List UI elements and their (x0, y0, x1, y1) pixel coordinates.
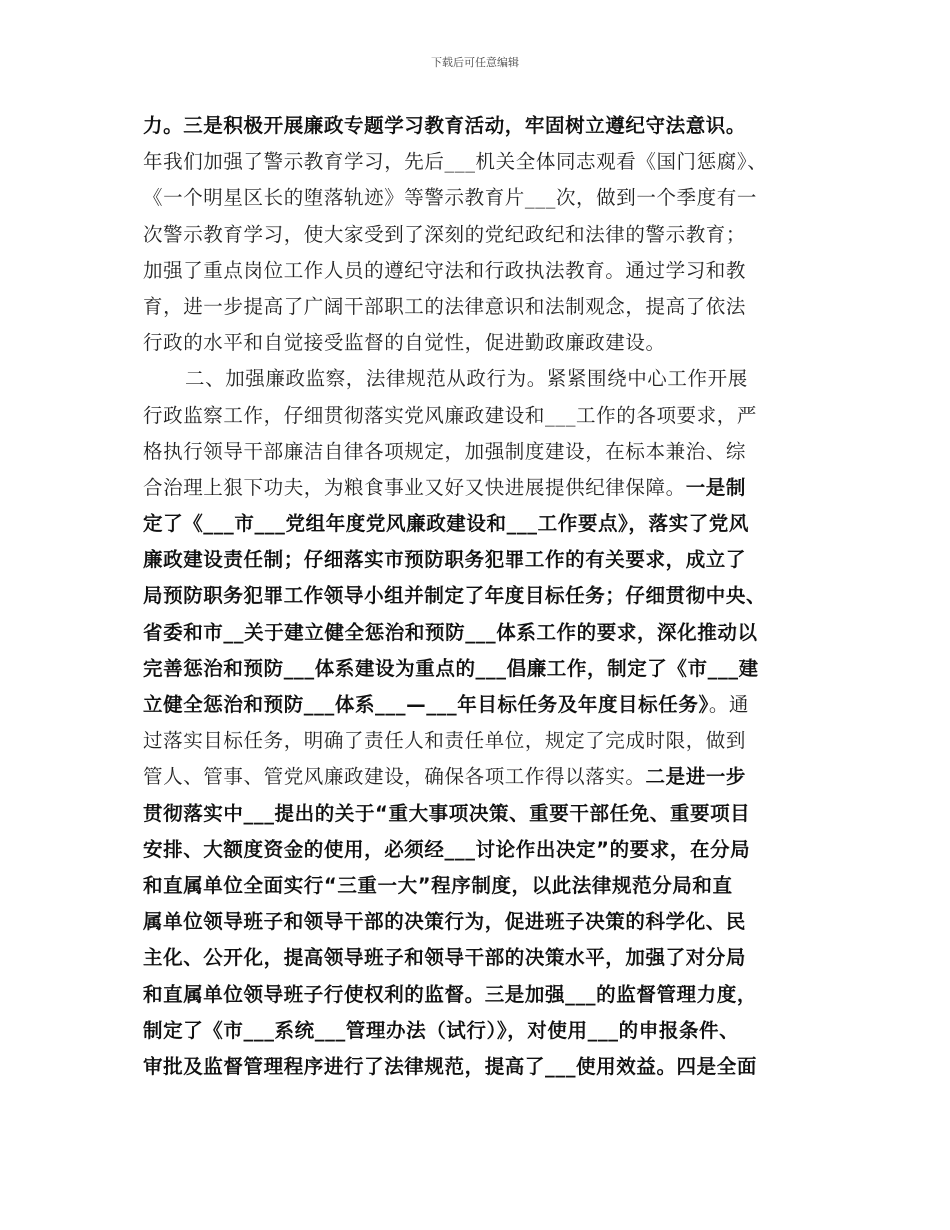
text-line (143, 832, 813, 868)
bold-text-run: 立健全惩治和预防___体系___—___年目标任务及年度目标任务》 (143, 693, 709, 716)
page-header-note: 下载后可任意编辑 (431, 56, 519, 69)
text-line (143, 361, 813, 397)
text-run: 育，进一步提高了广阔干部职工的法律意识和法制观念，提高了依法 (143, 294, 747, 318)
bold-text-run: 和直属单位全面实行“三重一大”程序制度，以此法律规范分局和直 (143, 873, 733, 897)
text-line (143, 904, 813, 940)
text-line (143, 470, 813, 506)
bold-text-run: 局预防职务犯罪工作领导小组并制定了年度目标任务；仔细贯彻中央、 (143, 584, 767, 608)
text-line (143, 615, 813, 651)
text-run: 合治理上狠下功夫，为粮食事业又好又快进展提供纪律保障。 (143, 475, 686, 499)
bold-text-run: 一是制 (685, 475, 747, 499)
bold-text-run: 力。三是积极开展廉政专题学习教育活动，牢固树立遵纪守法意识。 (143, 114, 747, 137)
bold-text-run: 廉政建设责任制；仔细落实市预防职务犯罪工作的有关要求，成立了 (143, 548, 747, 572)
text-run: 加强了重点岗位工作人员的遵纪守法和行政执法教育。通过学习和教 (143, 258, 747, 282)
text-line (143, 1049, 813, 1085)
text-line (143, 723, 813, 759)
bold-text-run: 完善惩治和预防___体系建设为重点的___倡廉工作，制定了《市___建 (143, 656, 759, 680)
bold-text-run: 省委和市__关于建立健全惩治和预防___体系工作的要求，深化推动以 (143, 620, 758, 644)
text-run: 。通 (708, 693, 750, 716)
text-line (143, 398, 813, 434)
text-line (143, 651, 813, 687)
text-run: 二、加强廉政监察，法律规范从政行为。紧紧围绕中心工作开展 (185, 367, 748, 391)
text-line (143, 506, 813, 542)
text-line (143, 687, 813, 723)
text-line (143, 108, 813, 144)
text-run: 年我们加强了警示教育学习，先后___机关全体同志观看《国门惩腐》、 (143, 150, 768, 174)
text-line (143, 940, 813, 976)
text-line (143, 289, 813, 325)
text-line (143, 542, 813, 578)
text-run: 过落实目标任务，明确了责任人和责任单位，规定了完成时限，做到 (143, 729, 747, 753)
text-line (143, 977, 813, 1013)
text-line (143, 217, 813, 253)
text-line (143, 180, 813, 216)
bold-text-run: 定了《___市___党组年度党风廉政建设和___工作要点》，落实了党风 (143, 512, 750, 536)
text-line (143, 1013, 813, 1049)
text-run: 行政的水平和自觉接受监督的自觉性，促进勤政廉政建设。 (143, 331, 666, 355)
document-body (143, 108, 813, 1085)
text-line (143, 759, 813, 795)
text-line (143, 868, 813, 904)
text-run: 次警示教育学习，使大家受到了深刻的党纪政纪和法律的警示教育； (143, 222, 747, 246)
bold-text-run: 主化、公开化，提高领导班子和领导干部的决策水平，加强了对分局 (143, 946, 747, 970)
bold-text-run: 安排、大额度资金的使用，必须经___讨论作出决定”的要求，在分局 (143, 837, 751, 861)
bold-text-run: 和直属单位领导班子行使权利的监督。三是加强___的监督管理力度， (143, 982, 757, 1006)
text-run: 《一个明星区长的堕落轨迹》等警示教育片___次，做到一个季度有一 (143, 186, 757, 210)
bold-text-run: 制定了《市___系统___管理办法（试行）》，对使用___的申报条件、 (143, 1018, 740, 1042)
text-line (143, 796, 813, 832)
bold-text-run: 二是进一步 (645, 765, 747, 789)
bold-text-run: 属单位领导班子和领导干部的决策行为，促进班子决策的科学化、民 (143, 910, 747, 934)
text-line (143, 144, 813, 180)
bold-text-run: 审批及监督管理程序进行了法律规范，提高了___使用效益。四是全面 (143, 1054, 757, 1078)
text-line (143, 325, 813, 361)
text-line (143, 434, 813, 470)
text-run: 格执行领导干部廉洁自律各项规定，加强制度建设，在标本兼治、综 (143, 439, 747, 463)
text-line (143, 253, 813, 289)
text-run: 管人、管事、管党风廉政建设，确保各项工作得以落实。 (143, 765, 646, 789)
bold-text-run: 贯彻落实中___提出的关于“重大事项决策、重要干部任免、重要项目 (143, 801, 751, 825)
text-run: 行政监察工作，仔细贯彻落实党风廉政建设和___工作的各项要求，严 (143, 403, 757, 427)
text-line (143, 578, 813, 614)
